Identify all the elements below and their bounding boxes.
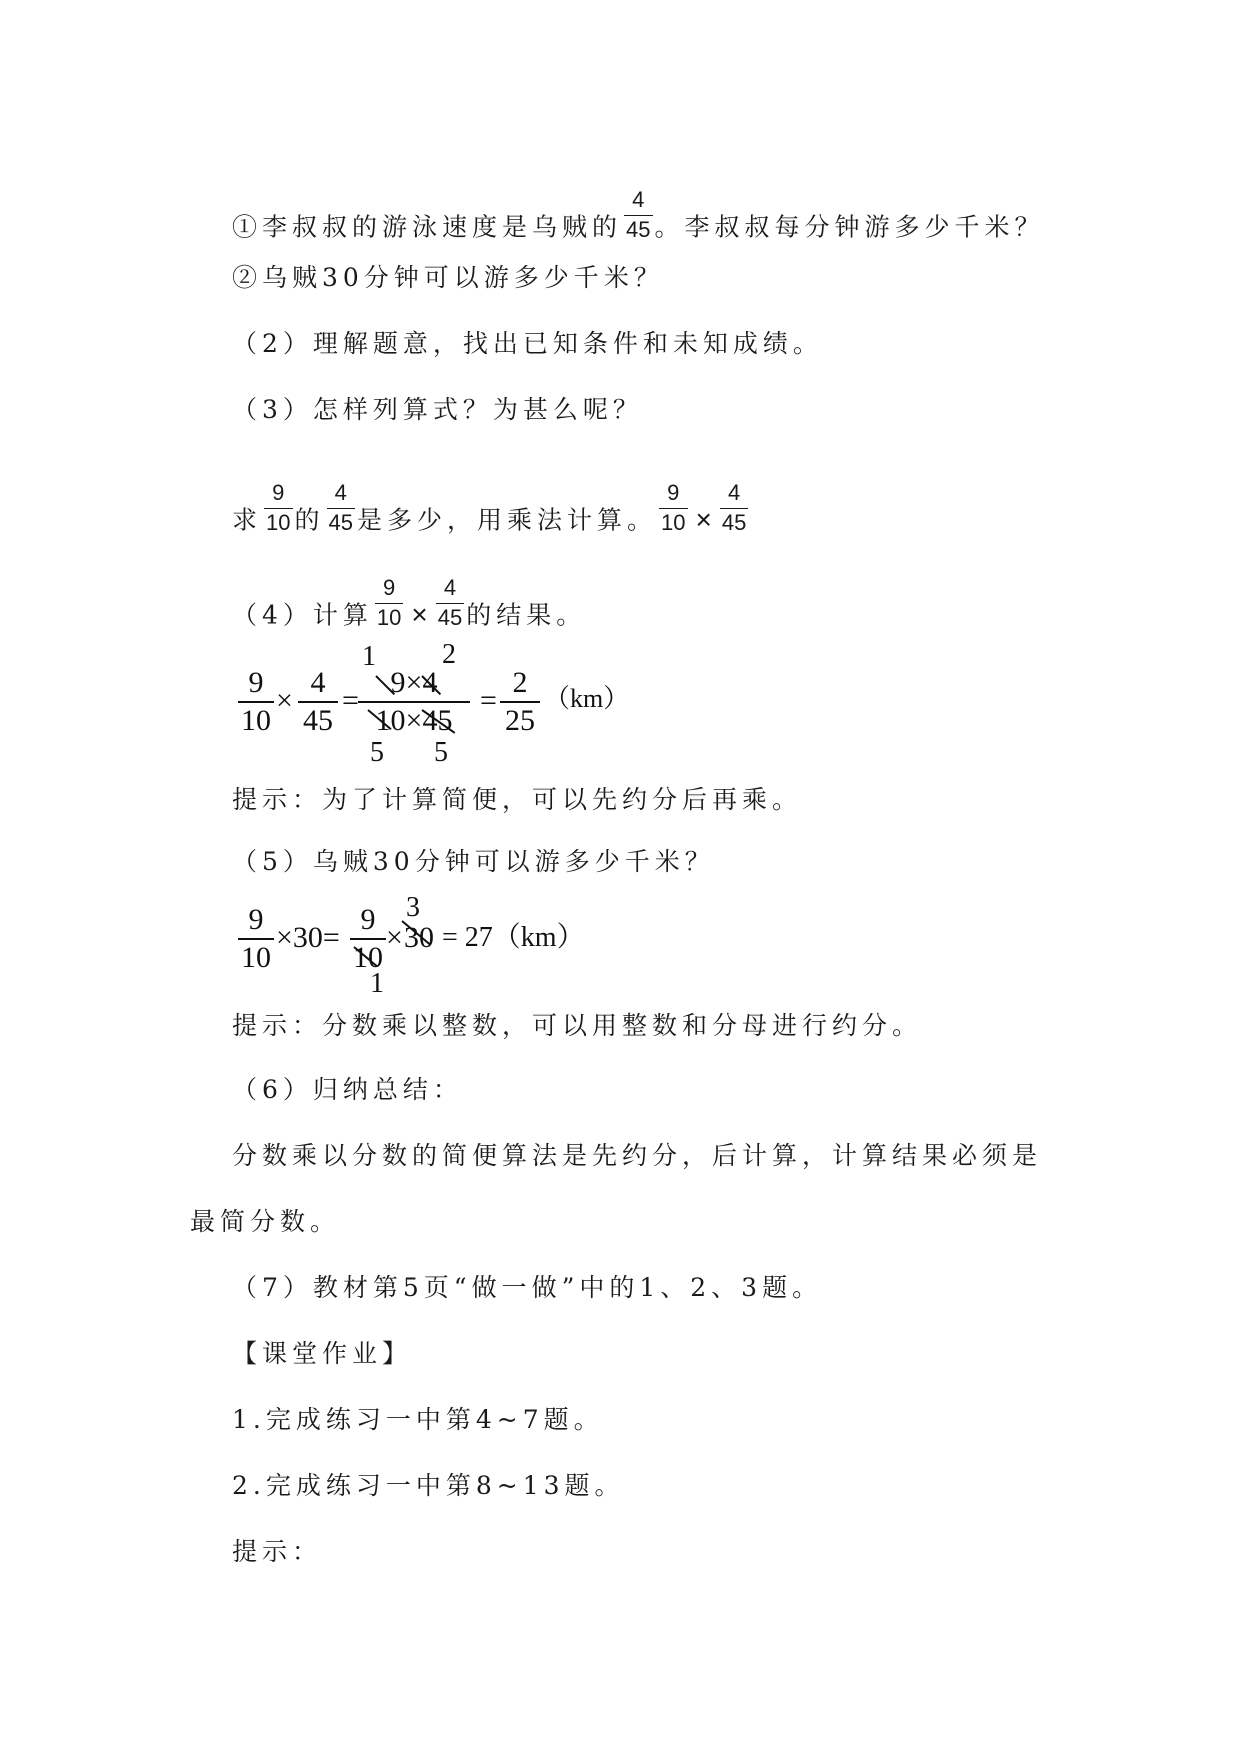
cancel-result-2: 2 [442, 639, 456, 670]
math-fraction-4-45: 4 45 [298, 667, 338, 737]
homework-item-2: 2.完成练习一中第8~13题。 [232, 1471, 625, 1500]
fraction-4-45: $\frac{4}{45}$ [721, 480, 747, 535]
math-fraction-9-10: 9 10 [238, 904, 274, 974]
equals-sign: = [342, 684, 359, 717]
question-1-text-b: 。李叔叔每分钟游多少千米？ [654, 212, 1045, 242]
text-qiu: 求 [232, 505, 263, 535]
times-thirty-equals: ×30= [276, 921, 340, 954]
cancel-result-1: 1 [362, 641, 376, 672]
step-3: （3）怎样列算式？为甚么呢？ [232, 395, 643, 424]
times-sign: × [695, 503, 712, 535]
fraction-4-45: $\frac{4}{45}$ [626, 187, 651, 242]
unit-km: （km） [544, 684, 630, 713]
fraction-4-45: $\frac{4}{45}$ [437, 575, 463, 630]
section-heading-homework: 【课堂作业】 [232, 1339, 413, 1368]
times-sign: × [276, 684, 293, 717]
summary-line-1: 分数乘以分数的简便算法是先约分，后计算，计算结果必须是 [232, 1141, 1043, 1170]
equals-sign: = [480, 684, 497, 717]
math-fraction-product: 9×4 10×45 [358, 667, 470, 737]
fraction-4-45: $\frac{4}{45}$ [328, 480, 353, 535]
fraction-9-10: $\frac{9}{10}$ [661, 480, 686, 535]
math-fraction-9-10: 9 10 [350, 904, 386, 974]
question-2: ②乌贼30分钟可以游多少千米？ [232, 263, 664, 292]
times-sign: × [411, 598, 428, 630]
text-de: 的 [294, 505, 325, 535]
tip-2: 提示：分数乘以整数，可以用整数和分母进行约分。 [232, 1011, 923, 1040]
cancel-result-3: 5 [370, 737, 384, 768]
step-3-answer [232, 480, 750, 549]
math-fraction-2-25: 2 25 [500, 667, 540, 737]
cancel-result-1: 1 [370, 968, 384, 999]
cancel-result-3: 3 [406, 892, 420, 923]
summary-line-2: 最简分数。 [190, 1207, 341, 1236]
fraction-9-10: $\frac{9}{10}$ [266, 480, 291, 535]
question-1 [232, 187, 1045, 256]
question-1-text-a: ①李叔叔的游泳速度是乌贼的 [232, 212, 623, 242]
result-27km: = 27（km） [442, 922, 585, 953]
step-5: （5）乌贼30分钟可以游多少千米？ [232, 847, 715, 876]
step-3-explanation: 是多少，用乘法计算。 [357, 505, 658, 535]
tip-3: 提示： [232, 1537, 323, 1566]
step-4-label: （4）计算 [232, 600, 373, 630]
tip-1: 提示：为了计算简便，可以先约分后再乘。 [232, 785, 803, 814]
step-4 [232, 575, 587, 644]
math-fraction-9-10: 9 10 [238, 667, 274, 737]
cancel-result-4: 5 [434, 737, 448, 768]
step-2: （2）理解题意，找出已知条件和未知成绩。 [232, 329, 823, 358]
number-thirty: 30 [404, 921, 434, 954]
fraction-9-10: $\frac{9}{10}$ [376, 575, 402, 630]
step-7: （7）教材第5页“做一做”中的1、2、3题。 [232, 1273, 823, 1302]
homework-item-1: 1.完成练习一中第4~7题。 [232, 1405, 604, 1434]
calculation-2 [238, 892, 598, 999]
calculation-1 [238, 639, 658, 768]
step-4-text: 的结果。 [466, 600, 587, 630]
times-sign: × [386, 921, 403, 954]
step-6: （6）归纳总结： [232, 1075, 463, 1104]
